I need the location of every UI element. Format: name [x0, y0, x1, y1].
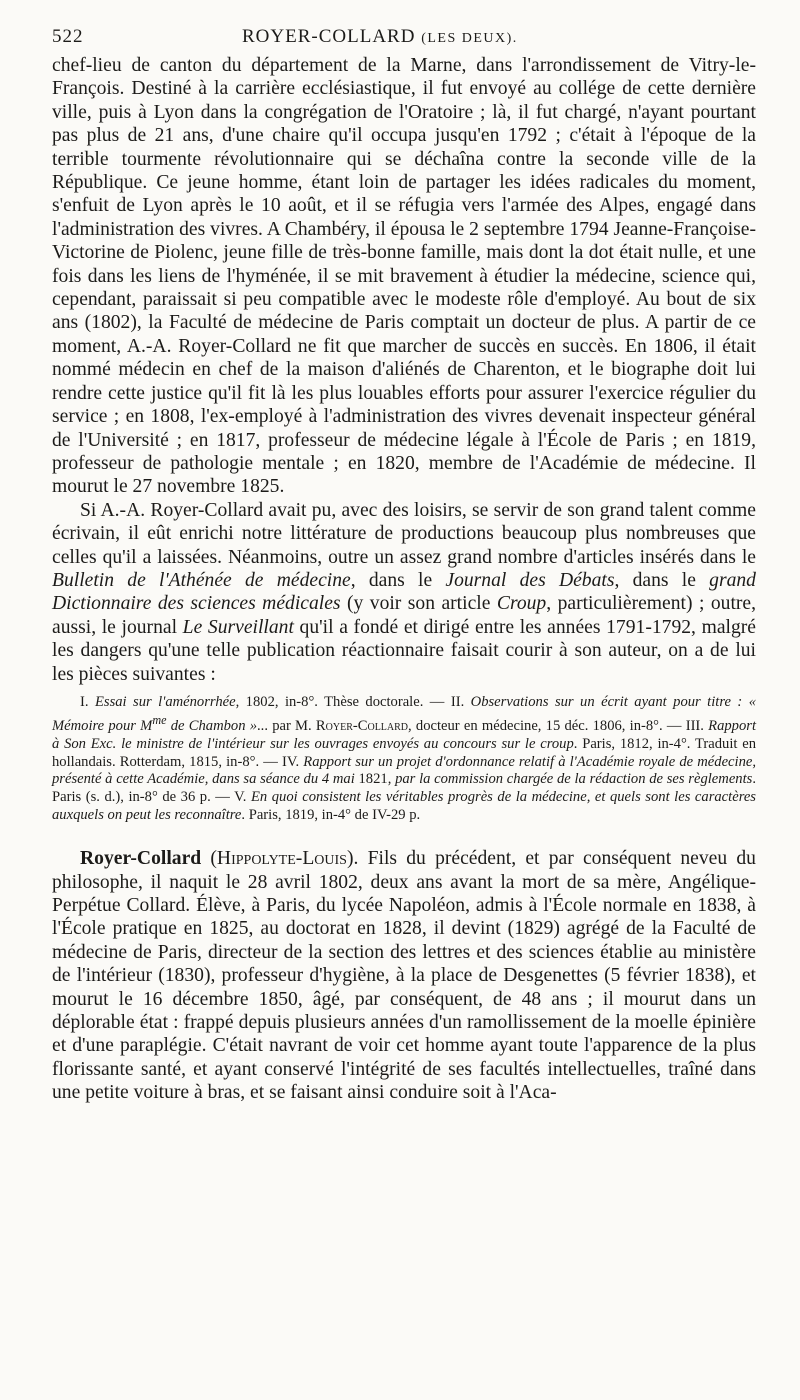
work-title: Rapport à Son Exc. le ministre de l'intérieur sur les ouvrages envoyés au concours sur le croup: [52, 717, 757, 752]
text-run: (y voir son article: [340, 593, 497, 615]
text-run: , 1802, in-8°. Thèse doctorale. — II.: [235, 693, 471, 710]
entry-hippolyte-louis: [52, 847, 756, 1104]
text-run: . Paris (s. d.), in-8° de 36 p. — V.: [52, 771, 756, 806]
italic-title: Le Surveillant: [182, 616, 294, 638]
main-text: [52, 54, 756, 686]
italic-title: Bulletin de l'Athénée de médecine: [52, 569, 351, 591]
text-run: . Paris, 1812, in-4°. Traduit en hollandais. Rotterdam, 1815, in-8°. — IV.: [52, 735, 756, 770]
work-title: de Chambon »: [166, 717, 258, 734]
running-title: [242, 26, 518, 48]
text-run: 1821,: [354, 771, 396, 788]
text-run: , docteur en médecine, 15 déc. 1806, in-8°. — III.: [408, 717, 709, 734]
text-run: , particulièrement) ; outre, aussi, le journal: [52, 593, 757, 638]
superscript: me: [152, 712, 167, 727]
entry-text: . Fils du précédent, et par conséquent neveu du philosophe, il naquit le 28 avril 1802, deux ans avant la mort de sa mère, Angélique-Perpétue Collard. Élève, à Paris, du lycée Napoléon, admis à l'École normale en 1838, à l'École pratique en 1825, au doctorat en 1828, il devint (1829) agrégé de la Faculté de médecine de Paris, directeur de la section des lettres et des sciences établie au ministère de l'intérieur (1830), professeur d'hygiène, à la place de Desgenettes (5 février 1838), et mourut le 16 décembre 1850, âgé, par conséquent, de 48 ans ; il mourut dans un déplorable état : frappé depuis plusieurs années d'un ramollissement de la moelle épinière et d'une paraplégie. C'était navrant de voir cet homme ayant toute l'apparence de la plus florissante santé, et ayant conservé l'intégrité de ses facultés intellectuelles, traîné dans une petite voiture à bras, et se faisant ainsi conduire soit à l'Aca-: [52, 848, 756, 1104]
running-title-name: ROYER-COLLARD: [242, 26, 416, 47]
italic-title: grand Dictionnaire des sciences médicales: [52, 569, 756, 615]
work-title: Essai sur l'aménorrhée: [94, 693, 236, 710]
text-run: , dans le: [350, 569, 446, 591]
text-run: I.: [80, 693, 95, 710]
italic-title: Croup: [496, 593, 547, 615]
entry-paragraph: [52, 847, 756, 1104]
text-run: , dans le: [614, 569, 710, 591]
work-title: En quoi consistent les véritables progrès de la médecine, et quels sont les caractères auxquels on peut les reconnaître: [52, 789, 756, 824]
text-run: qu'il a fondé et dirigé entre les années 1791-1792, malgré les dangers qu'une telle publication réactionnaire faisait courir à son auteur, on a de lui les pièces suivantes :: [52, 616, 756, 685]
text-run: Si A.-A. Royer-Collard avait pu, avec des loisirs, se servir de son grand talent comme écrivain, il eût enrichi notre littérature de productions beaucoup plus nombreuses que celles qu'il a laissées. Néanmoins, outre un assez grand nombre d'articles insérés dans le: [52, 499, 756, 568]
entry-forenames: (Hippolyte-Louis): [201, 848, 354, 870]
running-title-suffix: (LES DEUX).: [421, 31, 518, 46]
paragraph-continued: chef-lieu de canton du département de la Marne, dans l'arrondissement de Vitry-le-François. Destiné à la carrière ecclésiastique, il fut envoyé au collége de cette dernière ville, puis à Lyon dans la congrégation de l'Oratoire ; là, il fut chargé, n'ayant pourtant pas plus de 21 ans, d'une chaire qu'il occupa jusqu'en 1792 ; c'était à l'époque de la terrible tourmente révolutionnaire qui se déchaîna contre la seconde ville de la République. Ce jeune homme, étant loin de partager les idées radicales du moment, s'enfuit de Lyon après le 10 août, et il se réfugia vers l'armée des Alpes, engagé dans l'administration des vivres. A Chambéry, il épousa le 2 septembre 1794 Jeanne-Françoise-Victorine de Piolenc, jeune fille de très-bonne famille, mais dont la dot était nulle, et une fois dans les liens de l'hyménée, il se mit bravement à étudier la médecine, science qui, cependant, paraissait si peu compatible avec le modeste rôle d'employé. Au bout de six ans (1802), la Faculté de médecine de Paris comptait un docteur de plus. A partir de ce moment, A.-A. Royer-Collard ne fit que marcher de succès en succès. En 1806, il était nommé médecin en chef de la maison d'aliénés de Charenton, et le biographe doit lui rendre cette justice qu'il fit là les plus louables efforts pour assurer l'exercice régulier du service ; en 1808, l'ex-employé à l'administration des vivres devenait inspecteur général de l'Université ; en 1817, professeur de médecine légale à l'École de Paris ; en 1819, professeur de pathologie mentale ; en 1820, membre de l'Académie de médecine. Il mourut le 27 novembre 1825.: [52, 55, 756, 498]
text-run: ... par M.: [257, 717, 316, 734]
bibliography-list: [52, 694, 756, 825]
author-name: Royer-Collard: [315, 717, 409, 734]
work-title: par la commission chargée de la rédaction de ses règlements: [395, 771, 753, 788]
text-run: . Paris, 1819, in-4° de IV-29 p.: [241, 807, 421, 824]
running-header: [52, 26, 756, 54]
italic-title: Journal des Débats: [445, 569, 615, 591]
entry-headword: Royer-Collard: [80, 848, 202, 870]
work-title: Observations sur un écrit ayant pour titre : « Mémoire pour M: [52, 693, 756, 734]
work-title: Rapport sur un projet d'ordonnance relatif à l'Académie royale de médecine, présenté à cette Académie, dans sa séance du 4 mai: [52, 753, 756, 788]
page-number: 522: [52, 26, 84, 47]
bibliography-notes: [52, 694, 756, 825]
paragraph-works: [52, 499, 756, 686]
